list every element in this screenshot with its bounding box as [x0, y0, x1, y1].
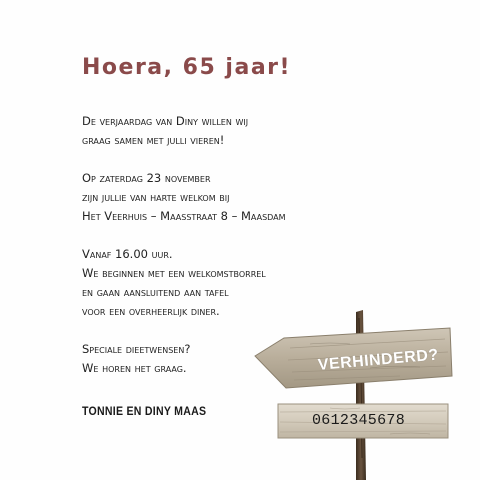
- body-line: graag samen met julli vieren!: [82, 133, 225, 147]
- body-line: De verjaardag van Diny willen wij: [82, 114, 249, 128]
- body-line: voor een overheerlijk diner.: [82, 304, 220, 318]
- sign-label-verhinderd: VERHINDERD?: [317, 346, 440, 374]
- invitation-title: Hoera, 65 jaar!: [82, 55, 292, 80]
- body-line: We horen het graag.: [82, 361, 187, 375]
- phone-number: 0612345678: [312, 412, 406, 429]
- body-line: Vanaf 16.00 uur.: [82, 247, 173, 261]
- body-line: Speciale dieetwensen?: [82, 342, 191, 356]
- body-line: en gaan aansluitend aan tafel: [82, 285, 229, 299]
- wooden-signpost-image: [250, 308, 460, 480]
- signature: TONNIE EN DINY MAAS: [82, 404, 207, 418]
- body-line: zijn jullie van harte welkom bij: [82, 190, 230, 204]
- body-line: Op zaterdag 23 november: [82, 171, 211, 185]
- body-line: We beginnen met een welkomstborrel: [82, 266, 266, 280]
- body-line: Het Veerhuis – Maasstraat 8 – Maasdam: [82, 209, 286, 223]
